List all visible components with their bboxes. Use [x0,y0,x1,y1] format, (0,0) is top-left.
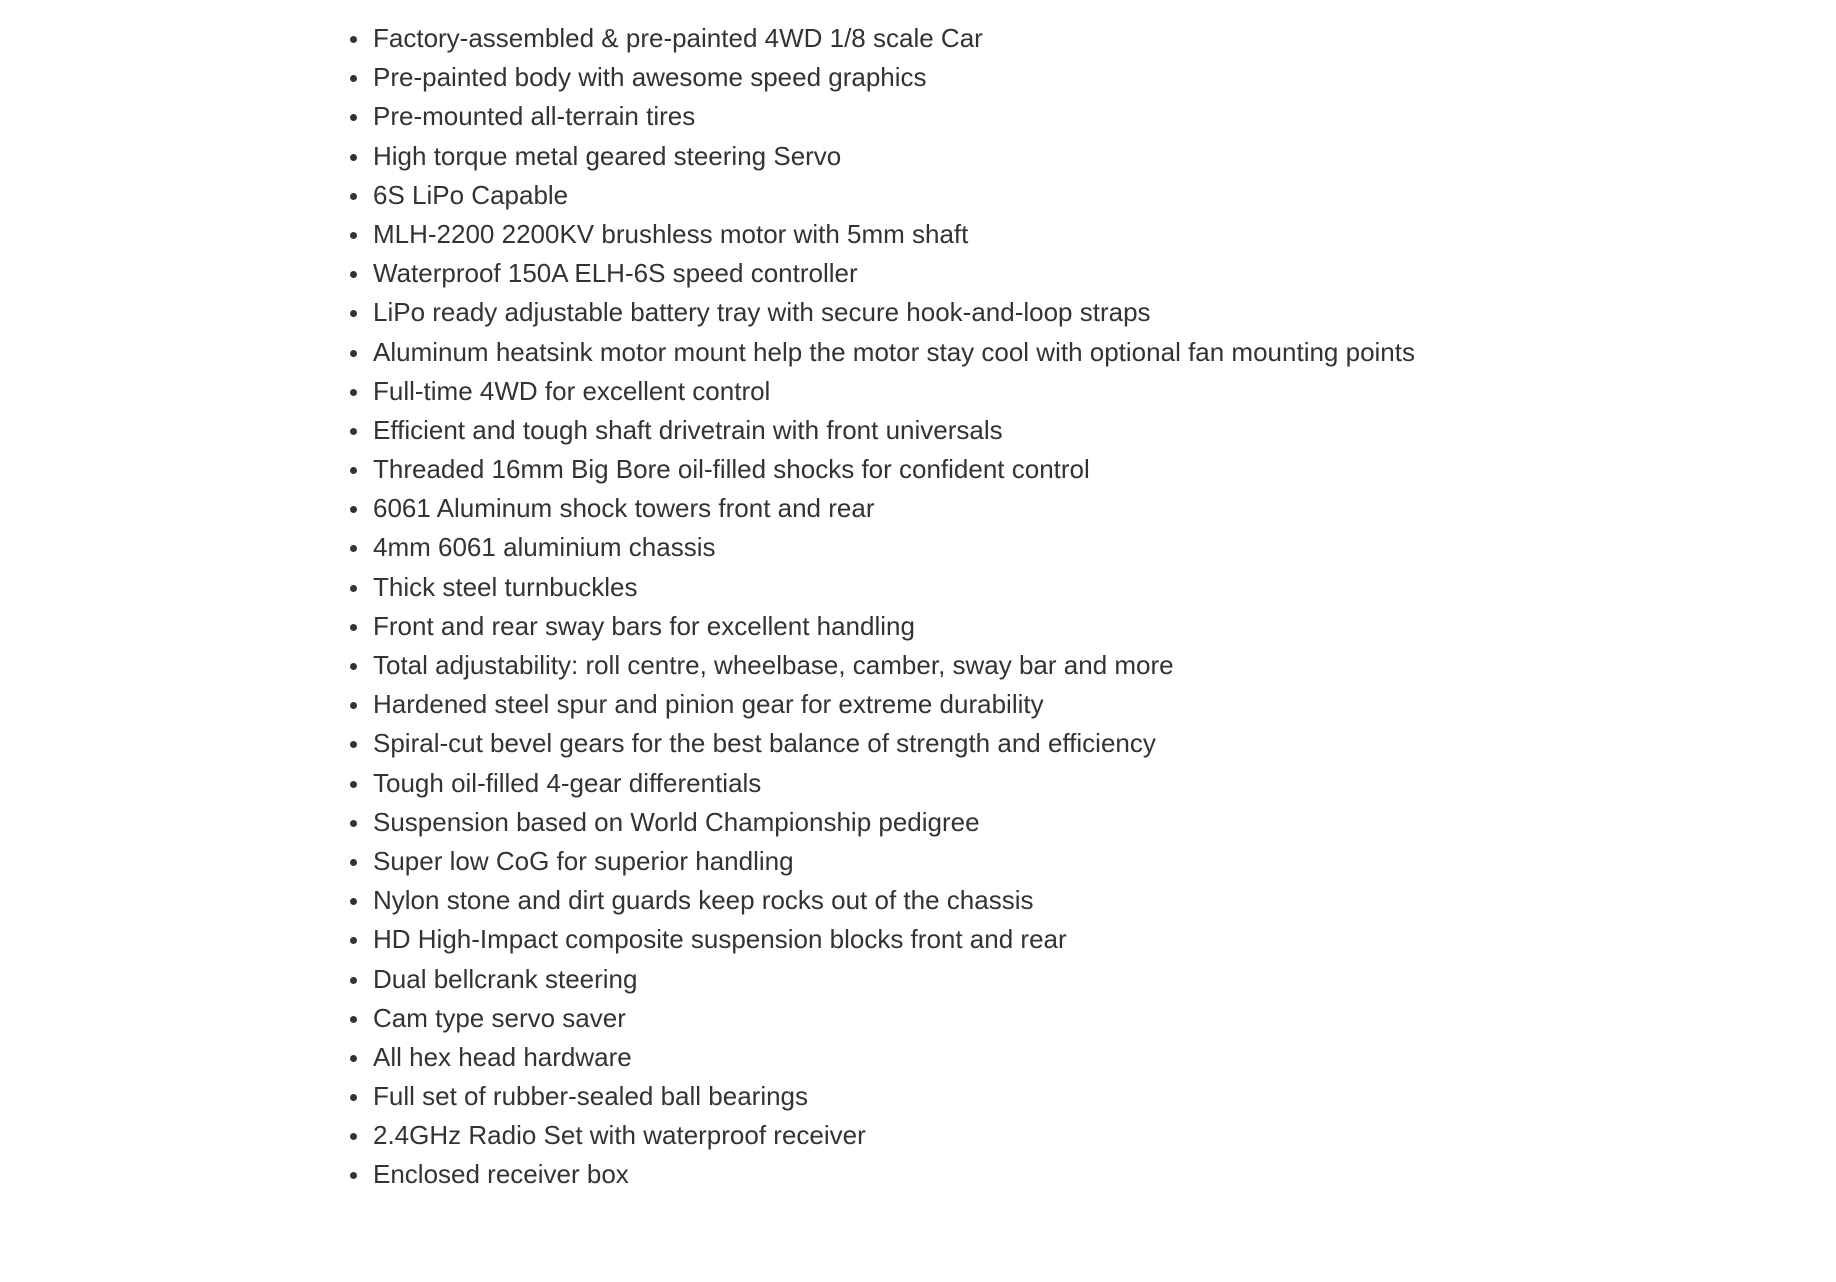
list-item: 4mm 6061 aluminium chassis [373,528,1415,567]
list-item: 6061 Aluminum shock towers front and rear [373,489,1415,528]
list-item: Full set of rubber-sealed ball bearings [373,1077,1415,1116]
list-item: HD High-Impact composite suspension blocks front and rear [373,920,1415,959]
list-item: Cam type servo saver [373,999,1415,1038]
list-item: Pre-mounted all-terrain tires [373,97,1415,136]
list-item: Thick steel turnbuckles [373,568,1415,607]
list-item: 6S LiPo Capable [373,176,1415,215]
list-item: High torque metal geared steering Servo [373,137,1415,176]
list-item: Enclosed receiver box [373,1155,1415,1194]
list-item: Efficient and tough shaft drivetrain with front universals [373,411,1415,450]
list-item: Factory-assembled & pre-painted 4WD 1/8 scale Car [373,19,1415,58]
list-item: Total adjustability: roll centre, wheelbase, camber, sway bar and more [373,646,1415,685]
list-item: Tough oil-filled 4-gear differentials [373,764,1415,803]
feature-list [328,19,1415,1195]
list-item: Hardened steel spur and pinion gear for extreme durability [373,685,1415,724]
list-item: Full-time 4WD for excellent control [373,372,1415,411]
list-item: Suspension based on World Championship pedigree [373,803,1415,842]
list-item: MLH-2200 2200KV brushless motor with 5mm shaft [373,215,1415,254]
list-item: Super low CoG for superior handling [373,842,1415,881]
list-item: Waterproof 150A ELH-6S speed controller [373,254,1415,293]
list-item: Threaded 16mm Big Bore oil-filled shocks for confident control [373,450,1415,489]
list-item: Dual bellcrank steering [373,960,1415,999]
list-item: All hex head hardware [373,1038,1415,1077]
list-item: Aluminum heatsink motor mount help the motor stay cool with optional fan mounting points [373,333,1415,372]
list-item: LiPo ready adjustable battery tray with secure hook-and-loop straps [373,293,1415,332]
list-item: Front and rear sway bars for excellent handling [373,607,1415,646]
list-item: Nylon stone and dirt guards keep rocks out of the chassis [373,881,1415,920]
list-item: Spiral-cut bevel gears for the best balance of strength and efficiency [373,724,1415,763]
list-item: 2.4GHz Radio Set with waterproof receiver [373,1116,1415,1155]
list-item: Pre-painted body with awesome speed graphics [373,58,1415,97]
